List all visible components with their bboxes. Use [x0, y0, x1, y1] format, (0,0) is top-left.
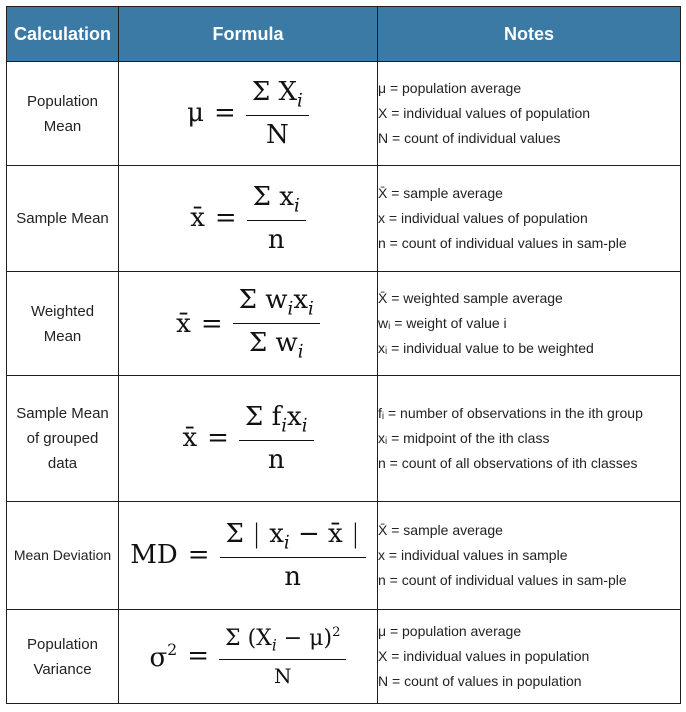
- notes-cell: [378, 166, 681, 272]
- formula-cell: [119, 62, 378, 166]
- formula-fraction: [233, 285, 320, 363]
- formula-cell: [119, 166, 378, 272]
- formula-cell: [119, 502, 378, 610]
- note-line: n = count of individual values in sam-ple: [378, 572, 627, 588]
- calc-name: Weighted Mean: [7, 272, 119, 376]
- formula-lhs: μ: [187, 98, 205, 129]
- formula-grouped-mean: [182, 402, 313, 475]
- formula-numerator: Σ $(X_i - \mu)^2$: [219, 625, 346, 660]
- note-line: n = count of individual values in sam-ple: [378, 235, 627, 251]
- header-notes: Notes: [378, 7, 681, 62]
- note-line: fᵢ = number of observations in the ith group: [378, 405, 643, 421]
- formula-mean-deviation: [130, 519, 365, 592]
- note-line: X = individual values of population: [378, 105, 591, 121]
- formula-denominator: n: [284, 562, 301, 593]
- note-line: X = individual values in population: [378, 648, 590, 664]
- formula-sample-mean: [190, 182, 306, 255]
- formula-equals: =: [187, 540, 210, 571]
- formula-cell: [119, 376, 378, 502]
- table-row-sample-mean: [7, 166, 681, 272]
- formula-numerator: Σ $f_ix_i$: [239, 402, 314, 441]
- calc-name: Sample Mean: [7, 166, 119, 272]
- formula-lhs: $\sigma^2$: [149, 640, 178, 673]
- table-row-weighted-mean: [7, 272, 681, 376]
- note-line: xᵢ = midpoint of the ith class: [378, 430, 550, 446]
- formula-lhs: x̄: [176, 308, 191, 339]
- notes-cell: [378, 502, 681, 610]
- formula-equals: =: [214, 98, 236, 129]
- calc-name: Population Variance: [7, 610, 119, 704]
- calc-name: Mean Deviation: [7, 502, 119, 610]
- calc-name: Population Mean: [7, 62, 119, 166]
- calc-name: Sample Mean of grouped data: [7, 376, 119, 502]
- header-formula: Formula: [119, 7, 378, 62]
- note-line: x = individual values in sample: [378, 547, 568, 563]
- formula-cell: [119, 610, 378, 704]
- formula-population-mean: [187, 77, 309, 150]
- formula-lhs: x̄: [190, 203, 205, 234]
- formula-equals: =: [214, 203, 237, 234]
- note-line: N = count of individual values: [378, 130, 561, 146]
- mean-formulas-table: [6, 6, 681, 704]
- note-line: xᵢ = individual value to be weighted: [378, 340, 594, 356]
- formula-weighted-mean: [176, 285, 320, 363]
- table-row-grouped-mean: [7, 376, 681, 502]
- formula-numerator: Σ $w_ix_i$: [233, 285, 320, 324]
- header-row: [7, 7, 681, 62]
- note-line: X̄ = sample average: [378, 522, 503, 538]
- formula-equals: =: [207, 423, 229, 454]
- note-line: μ = population average: [378, 623, 522, 639]
- formula-numerator: Σ $x_i$: [247, 182, 306, 221]
- formula-equals: =: [187, 641, 210, 672]
- formula-denominator: N: [273, 663, 292, 688]
- note-line: X̄ = weighted sample average: [378, 290, 563, 306]
- formula-fraction: [246, 77, 309, 150]
- formula-fraction: [247, 182, 306, 255]
- note-line: μ = population average: [378, 80, 522, 96]
- header-calculation: Calculation: [7, 7, 119, 62]
- table-row-population-mean: [7, 62, 681, 166]
- notes-cell: [378, 376, 681, 502]
- formula-equals: =: [200, 308, 223, 339]
- formula-denominator: Σ $w_i$: [248, 328, 304, 363]
- formula-lhs: MD: [130, 540, 178, 571]
- note-line: n = count of all observations of ith classes: [378, 455, 638, 471]
- formula-denominator: n: [267, 225, 285, 256]
- formula-numerator: Σ $X_i$: [246, 77, 309, 116]
- note-line: x = individual values of population: [378, 210, 588, 226]
- note-line: wᵢ = weight of value i: [378, 315, 507, 331]
- formula-fraction: [220, 519, 366, 592]
- formula-denominator: N: [265, 120, 289, 151]
- notes-cell: [378, 610, 681, 704]
- note-line: N = count of values in population: [378, 673, 582, 689]
- formula-numerator: Σ | $x_i$ − x̄ |: [220, 519, 366, 558]
- notes-cell: [378, 62, 681, 166]
- formula-lhs: x̄: [182, 423, 198, 454]
- formula-denominator: n: [267, 445, 285, 476]
- note-line: X̄ = sample average: [378, 185, 503, 201]
- formula-cell: [119, 272, 378, 376]
- formula-population-variance: [150, 625, 347, 688]
- formula-fraction: [239, 402, 314, 475]
- table-row-mean-deviation: [7, 502, 681, 610]
- formula-fraction: [219, 625, 346, 688]
- table-row-population-variance: [7, 610, 681, 704]
- notes-cell: [378, 272, 681, 376]
